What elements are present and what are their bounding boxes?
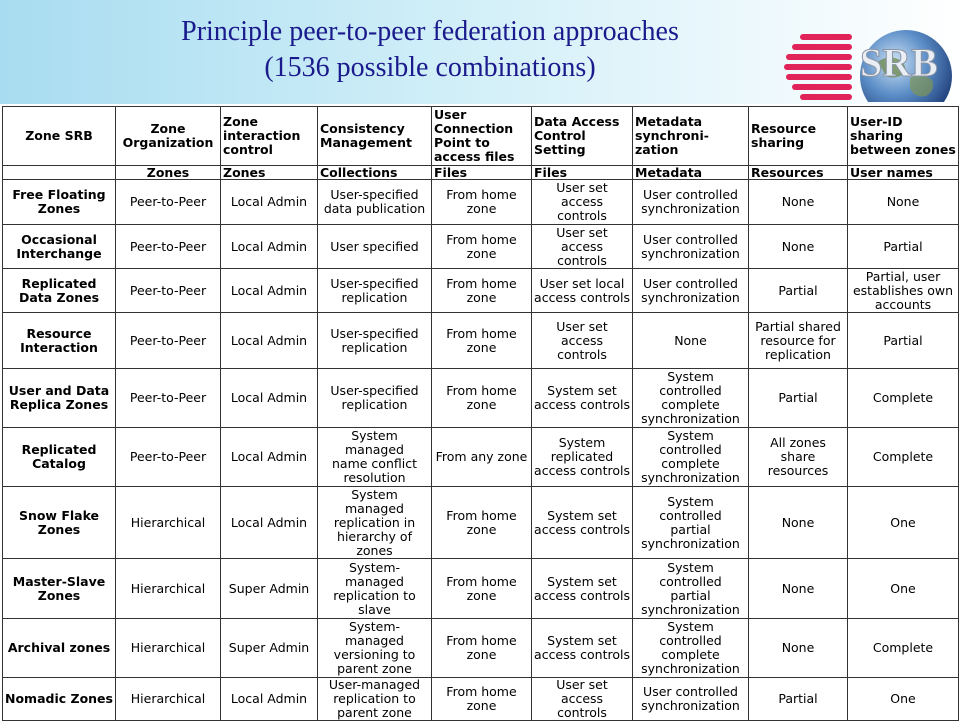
header-metadata-synchronization: Metadata synchroni- zation [633, 107, 749, 166]
table-cell: Local Admin [221, 269, 318, 313]
table-header [3, 107, 959, 180]
table-cell: From home zone [432, 619, 532, 678]
table-cell: User set local access controls [532, 269, 633, 313]
table-cell: System managed name conflict resolution [318, 428, 432, 487]
table-row [3, 225, 959, 269]
subheader-cell: Collections [318, 166, 432, 180]
table-cell: Peer-to-Peer [116, 180, 221, 225]
zone-name-cell: Nomadic Zones [3, 678, 116, 721]
table-cell: Hierarchical [116, 487, 221, 559]
table-row [3, 619, 959, 678]
table-row [3, 313, 959, 369]
table-cell: System controlled complete synchronization [633, 619, 749, 678]
table-cell: System-managed replication to slave [318, 559, 432, 619]
table-cell: From home zone [432, 313, 532, 369]
federation-table [2, 106, 959, 721]
table-cell: Complete [848, 619, 959, 678]
table-cell: User controlled synchronization [633, 180, 749, 225]
header-zone-srb: Zone SRB [3, 107, 116, 166]
table-cell: From any zone [432, 428, 532, 487]
zone-name-cell: Snow Flake Zones [3, 487, 116, 559]
table-cell: Partial [848, 313, 959, 369]
table-cell: From home zone [432, 225, 532, 269]
subheader-cell: Files [432, 166, 532, 180]
table-cell: One [848, 487, 959, 559]
table-cell: User-specified data publication [318, 180, 432, 225]
zone-name-cell: Resource Interaction [3, 313, 116, 369]
subheader-cell: User names [848, 166, 959, 180]
table-cell: Partial [749, 269, 848, 313]
table-cell: Partial [848, 225, 959, 269]
table-cell: User set access controls [532, 225, 633, 269]
zone-name-cell: Replicated Data Zones [3, 269, 116, 313]
header-zone-interaction-control: Zone interaction control [221, 107, 318, 166]
table-cell: Partial [749, 678, 848, 721]
subheader-row [3, 166, 959, 180]
table-cell: One [848, 678, 959, 721]
table-cell: Hierarchical [116, 678, 221, 721]
table-cell: System managed replication in hierarchy of zones [318, 487, 432, 559]
table-row [3, 428, 959, 487]
table-cell: System controlled partial synchronization [633, 559, 749, 619]
table-row [3, 678, 959, 721]
table-body [3, 180, 959, 721]
table-cell: From home zone [432, 180, 532, 225]
table-cell: Local Admin [221, 225, 318, 269]
table-cell: Peer-to-Peer [116, 313, 221, 369]
table-cell: User set access controls [532, 313, 633, 369]
table-cell: System controlled complete synchronization [633, 428, 749, 487]
table-cell: Hierarchical [116, 619, 221, 678]
table-cell: Complete [848, 369, 959, 428]
table-cell: User-managed replication to parent zone [318, 678, 432, 721]
zone-name-cell: Occasional Interchange [3, 225, 116, 269]
table-cell: From home zone [432, 487, 532, 559]
subheader-cell: Resources [749, 166, 848, 180]
slide-title [60, 14, 800, 86]
table-row [3, 369, 959, 428]
zone-name-cell: Archival zones [3, 619, 116, 678]
table-cell: System replicated access controls [532, 428, 633, 487]
table-cell: From home zone [432, 559, 532, 619]
table-cell: User specified [318, 225, 432, 269]
header-zone-organization: Zone Organization [116, 107, 221, 166]
table-cell: User-specified replication [318, 269, 432, 313]
table-cell: None [749, 487, 848, 559]
table-row [3, 559, 959, 619]
table-cell: One [848, 559, 959, 619]
title-line-1: Principle peer-to-peer federation approaches [181, 16, 679, 47]
table-cell: User set access controls [532, 678, 633, 721]
table-cell: System set access controls [532, 369, 633, 428]
zone-name-cell: User and Data Replica Zones [3, 369, 116, 428]
header-row [3, 107, 959, 166]
table-cell: User-specified replication [318, 369, 432, 428]
subheader-cell: Metadata [633, 166, 749, 180]
zone-name-cell: Master-Slave Zones [3, 559, 116, 619]
table-cell: System-managed versioning to parent zone [318, 619, 432, 678]
table-cell: All zones share resources [749, 428, 848, 487]
table-cell: System set access controls [532, 559, 633, 619]
table-cell: None [749, 619, 848, 678]
table-cell: Peer-to-Peer [116, 269, 221, 313]
table-cell: Peer-to-Peer [116, 369, 221, 428]
table-cell: Local Admin [221, 678, 318, 721]
header-user-id-sharing: User-ID sharing between zones [848, 107, 959, 166]
table-cell: System set access controls [532, 487, 633, 559]
subheader-cell [3, 166, 116, 180]
header-data-access-control: Data Access Control Setting [532, 107, 633, 166]
title-line-2: (1536 possible combinations) [264, 52, 596, 83]
table-cell: Peer-to-Peer [116, 428, 221, 487]
table-cell: Super Admin [221, 559, 318, 619]
subheader-cell: Zones [221, 166, 318, 180]
table-cell: None [749, 180, 848, 225]
table-cell: User controlled synchronization [633, 678, 749, 721]
table-cell: Local Admin [221, 313, 318, 369]
table-row [3, 180, 959, 225]
table-cell: From home zone [432, 269, 532, 313]
table-cell: User controlled synchronization [633, 225, 749, 269]
table-cell: None [848, 180, 959, 225]
table-cell: Peer-to-Peer [116, 225, 221, 269]
table-cell: System controlled partial synchronization [633, 487, 749, 559]
header-user-connection-point: User Connection Point to access files [432, 107, 532, 166]
table-cell: None [749, 559, 848, 619]
table-cell: System controlled complete synchronization [633, 369, 749, 428]
table-cell: Partial [749, 369, 848, 428]
table-row [3, 487, 959, 559]
zone-name-cell: Replicated Catalog [3, 428, 116, 487]
zone-name-cell: Free Floating Zones [3, 180, 116, 225]
table-cell: Complete [848, 428, 959, 487]
header-consistency-management: Consistency Management [318, 107, 432, 166]
table-cell: Local Admin [221, 487, 318, 559]
table-row [3, 269, 959, 313]
logo-stripes [784, 34, 852, 100]
table-cell: User set access controls [532, 180, 633, 225]
table-cell: Partial, user establishes own accounts [848, 269, 959, 313]
table-cell: Local Admin [221, 428, 318, 487]
subheader-cell: Files [532, 166, 633, 180]
table-cell: From home zone [432, 369, 532, 428]
header-resource-sharing: Resource sharing [749, 107, 848, 166]
table-cell: None [633, 313, 749, 369]
subheader-cell: Zones [116, 166, 221, 180]
table-cell: User controlled synchronization [633, 269, 749, 313]
table-cell: User-specified replication [318, 313, 432, 369]
table-cell: Local Admin [221, 369, 318, 428]
srb-globe-logo-icon [782, 28, 954, 102]
table-cell: System set access controls [532, 619, 633, 678]
table-cell: Local Admin [221, 180, 318, 225]
table-cell: Partial shared resource for replication [749, 313, 848, 369]
logo-letters: SRB [860, 40, 938, 85]
table-cell: Hierarchical [116, 559, 221, 619]
table-cell: From home zone [432, 678, 532, 721]
table-cell: None [749, 225, 848, 269]
table-cell: Super Admin [221, 619, 318, 678]
